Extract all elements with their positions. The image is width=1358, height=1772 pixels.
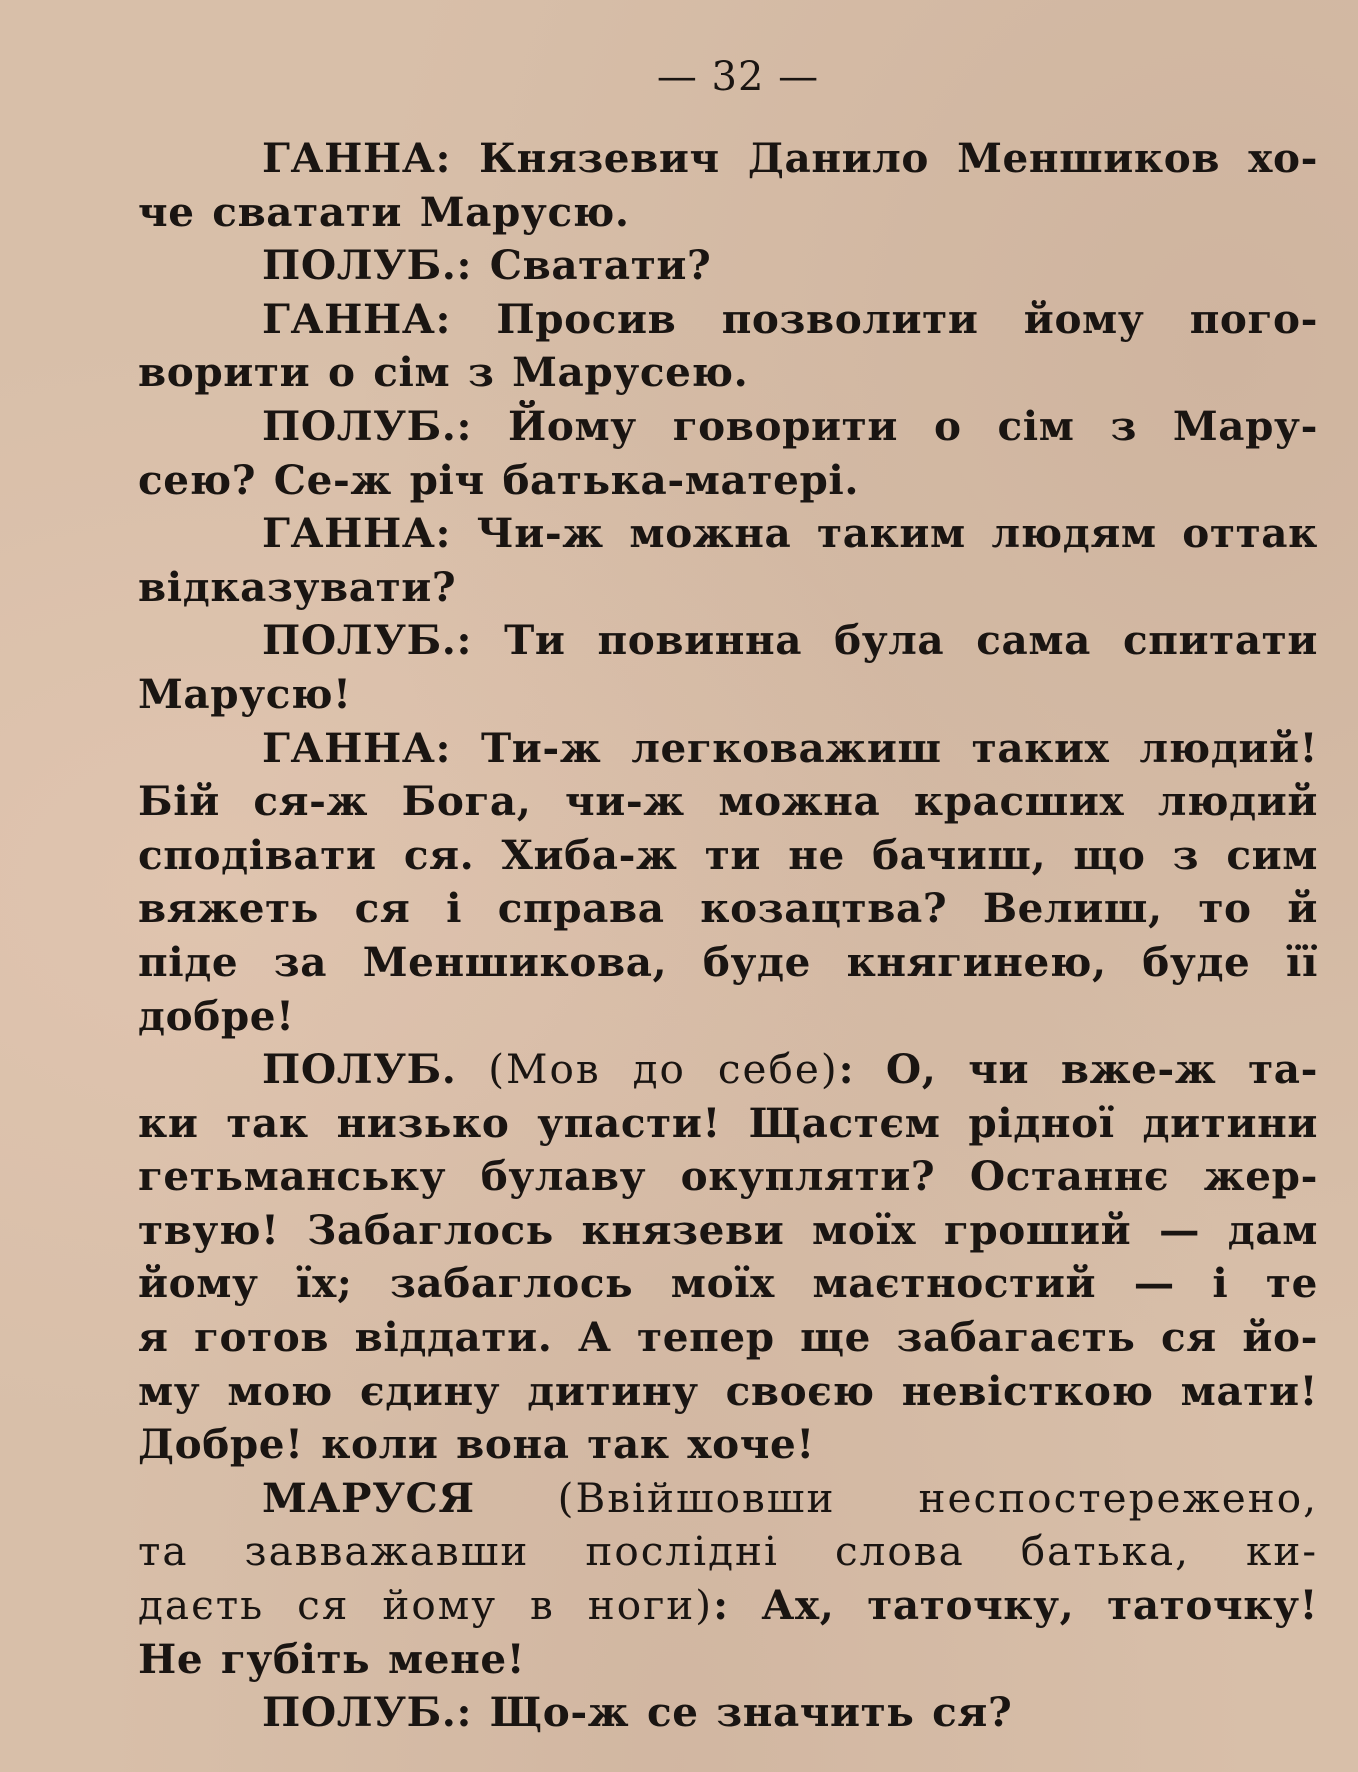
text-line: йому їх; забаглось моїх маєтностий — і те <box>138 1259 1318 1308</box>
text-line: МАРУСЯ (Ввійшовши неспостережено, <box>262 1473 1318 1522</box>
text-line: даєть ся йому в ноги): Ах, таточку, таточку! <box>138 1581 1318 1630</box>
text-line: ГАННА: Князевич Данило Меншиков хо- <box>262 134 1318 182</box>
stage-direction: (Мов до себе) <box>488 1045 839 1094</box>
text-line: ГАННА: Чи-ж можна таким людям оттак <box>262 509 1318 558</box>
text-line: ГАННА: Просив позволити йому пого- <box>262 294 1318 343</box>
text-line: гетьманську булаву окупляти? Останнє жер- <box>138 1152 1318 1201</box>
page-number: — 32 — <box>656 54 820 100</box>
text-line <box>138 1525 1318 1579</box>
text-line: піде за Меншикова, буде княгинею, буде її <box>138 937 1318 986</box>
text-line: Марусю! <box>138 669 352 718</box>
text-line: ПОЛУБ.: Ти повинна була сама спитати <box>262 616 1318 665</box>
text-line: Бій ся-ж Бога, чи-ж можна красших людий <box>138 777 1318 826</box>
text-line: Не губіть мене! <box>138 1634 526 1683</box>
text-line: відказувати? <box>138 562 457 611</box>
text-line: ворити о сім з Марусею. <box>138 348 749 397</box>
text-line: добре! <box>138 991 295 1040</box>
text-line: ПОЛУБ.: Що-ж се значить ся? <box>262 1688 1013 1737</box>
stage-direction: (Ввійшовши неспостережено, <box>557 1473 1318 1522</box>
text-line: му мою єдину дитину своєю невісткою мати! <box>138 1366 1318 1415</box>
stage-direction: та завважавши послідні слова батька, ки- <box>138 1527 1318 1576</box>
stage-direction: даєть ся йому в ноги) <box>138 1581 714 1630</box>
text-line: ки так низько упасти! Щастєм рідної дитини <box>138 1098 1318 1147</box>
text-line: сподівати ся. Хиба-ж ти не бачиш, що з сим <box>138 830 1318 879</box>
text-line: твую! Забаглось князеви моїх гроший — дам <box>138 1205 1318 1254</box>
text-line: вяжеть ся і справа козацтва? Велиш, то й <box>138 884 1318 933</box>
text-line: ПОЛУБ.: Йому говорити о сім з Мару- <box>262 401 1318 450</box>
text-line: сею? Се-ж річ батька-матері. <box>138 455 860 504</box>
play-text <box>138 132 1318 1740</box>
text-line: я готов віддати. А тепер ще забагаєть ся йо- <box>138 1313 1318 1362</box>
text-line: ГАННА: Ти-ж легковажиш таких людий! <box>262 723 1318 772</box>
text-line: ПОЛУБ.: Сватати? <box>262 241 712 290</box>
text-line: ПОЛУБ. (Мов до себе): О, чи вже-ж та- <box>262 1045 1318 1094</box>
text-line: Добре! коли вона так хоче! <box>138 1420 815 1469</box>
text-line: че сватати Марусю. <box>138 187 630 236</box>
book-page <box>138 52 1318 1740</box>
